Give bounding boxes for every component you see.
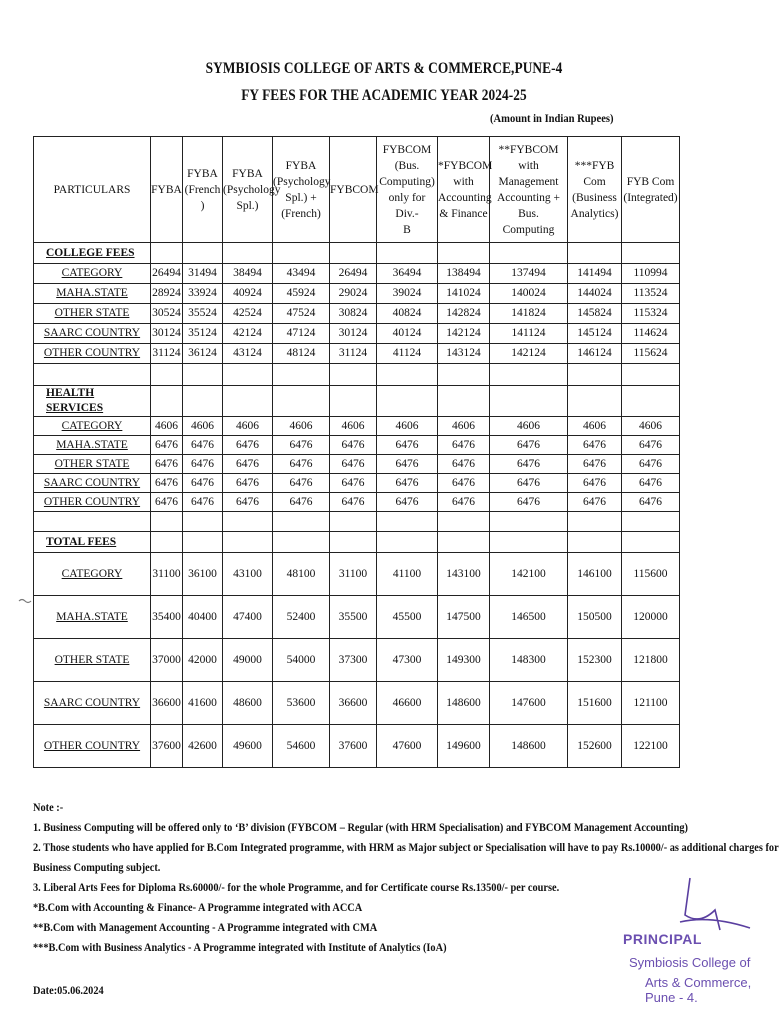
blank-cell: [223, 512, 273, 532]
fee-cell: 143124: [438, 344, 490, 364]
blank-cell: [438, 532, 490, 553]
principal-stamp: [615, 925, 765, 1005]
fee-cell: 151600: [568, 682, 622, 725]
fee-cell: 4606: [622, 417, 680, 436]
table-row: [34, 436, 680, 455]
fee-cell: 6476: [223, 474, 273, 493]
fee-cell: 6476: [490, 455, 568, 474]
fee-cell: 147600: [490, 682, 568, 725]
fee-cell: 6476: [273, 436, 330, 455]
fee-cell: 49600: [223, 725, 273, 768]
blank-cell: [273, 243, 330, 264]
fee-cell: 46600: [377, 682, 438, 725]
header-fyba-french: FYBA (French ): [183, 137, 223, 243]
fee-cell: 48100: [273, 553, 330, 596]
table-row: [34, 455, 680, 474]
blank-cell: [438, 243, 490, 264]
document-title: SYMBIOSIS COLLEGE OF ARTS & COMMERCE,PUNE-4: [205, 60, 563, 77]
fee-cell: 47524: [273, 304, 330, 324]
fee-cell: 41100: [377, 553, 438, 596]
blank-cell: [183, 532, 223, 553]
fee-cell: 145824: [568, 304, 622, 324]
fee-cell: 6476: [183, 436, 223, 455]
header-fybcom-integrated: FYB Com (Integrated): [622, 137, 680, 243]
header-fybcom: FYBCOM: [330, 137, 377, 243]
fee-cell: 142124: [490, 344, 568, 364]
section-label: TOTAL FEES: [34, 532, 151, 553]
fee-cell: 42000: [183, 639, 223, 682]
section-header-total: [34, 532, 680, 553]
blank-cell: [151, 243, 183, 264]
blank-cell: [330, 512, 377, 532]
fee-cell: 6476: [183, 474, 223, 493]
fee-cell: 115600: [622, 553, 680, 596]
blank-cell: [273, 512, 330, 532]
fee-cell: 47124: [273, 324, 330, 344]
fee-cell: 6476: [330, 493, 377, 512]
blank-cell: [34, 364, 151, 386]
fee-cell: 36124: [183, 344, 223, 364]
fee-cell: 6476: [330, 474, 377, 493]
note-1: 1. Business Computing will be offered only to ‘B’ division (FYBCOM – Regular (with HRM Specialisation) and FYBCOM Management Accounting): [33, 822, 688, 834]
fee-cell: 6476: [377, 493, 438, 512]
blank-cell: [273, 532, 330, 553]
fee-cell: 35400: [151, 596, 183, 639]
fee-cell: 40824: [377, 304, 438, 324]
note-3: 3. Liberal Arts Fees for Diploma Rs.60000/- for the whole Programme, and for Certificate course Rs.13500/- per course.: [33, 882, 560, 894]
fee-cell: 6476: [183, 455, 223, 474]
table-row: [34, 264, 680, 284]
table-row: [34, 553, 680, 596]
row-label: CATEGORY: [34, 264, 151, 284]
fee-cell: 115624: [622, 344, 680, 364]
fee-cell: 6476: [223, 436, 273, 455]
blank-cell: [377, 512, 438, 532]
fee-cell: 26494: [330, 264, 377, 284]
fee-cell: 35500: [330, 596, 377, 639]
fee-cell: 45924: [273, 284, 330, 304]
header-fybcom-business-analytics: ***FYB Com (Business Analytics): [568, 137, 622, 243]
fee-cell: 53600: [273, 682, 330, 725]
fee-cell: 4606: [273, 417, 330, 436]
blank-cell: [151, 512, 183, 532]
fee-cell: 148600: [490, 725, 568, 768]
stamp-line-3: Arts & Commerce, Pune - 4.: [645, 975, 752, 1005]
fee-cell: 42600: [183, 725, 223, 768]
fee-cell: 6476: [568, 493, 622, 512]
blank-cell: [183, 364, 223, 386]
fee-cell: 141024: [438, 284, 490, 304]
fee-cell: 6476: [183, 493, 223, 512]
fee-cell: 6476: [151, 455, 183, 474]
row-label: MAHA.STATE: [34, 284, 151, 304]
blank-cell: [377, 243, 438, 264]
fee-cell: 40400: [183, 596, 223, 639]
fee-cell: 146500: [490, 596, 568, 639]
blank-cell: [568, 532, 622, 553]
fee-cell: 6476: [438, 493, 490, 512]
fee-cell: 152300: [568, 639, 622, 682]
fee-cell: 142124: [438, 324, 490, 344]
fee-cell: 36494: [377, 264, 438, 284]
row-label: MAHA.STATE: [34, 596, 151, 639]
fee-cell: 6476: [490, 493, 568, 512]
blank-cell: [183, 243, 223, 264]
blank-cell: [622, 386, 680, 417]
fee-cell: 144024: [568, 284, 622, 304]
fee-cell: 122100: [622, 725, 680, 768]
blank-cell: [223, 386, 273, 417]
fee-cell: 31124: [151, 344, 183, 364]
fee-cell: 137494: [490, 264, 568, 284]
fee-cell: 145124: [568, 324, 622, 344]
fee-cell: 6476: [568, 455, 622, 474]
fee-cell: 37600: [330, 725, 377, 768]
blank-cell: [183, 386, 223, 417]
fee-cell: 41600: [183, 682, 223, 725]
fee-cell: 6476: [622, 455, 680, 474]
fee-cell: 40124: [377, 324, 438, 344]
table-row: [34, 344, 680, 364]
stamp-line-2: Symbiosis College of: [629, 955, 751, 970]
table-row: [34, 596, 680, 639]
header-fyba-psychology: FYBA (Psychology Spl.): [223, 137, 273, 243]
fee-cell: 29024: [330, 284, 377, 304]
fee-cell: 41124: [377, 344, 438, 364]
fee-cell: 30124: [330, 324, 377, 344]
fee-cell: 142100: [490, 553, 568, 596]
document-date: Date:05.06.2024: [33, 985, 104, 997]
acronym-acca: *B.Com with Accounting & Finance- A Programme integrated with ACCA: [33, 902, 363, 914]
fee-cell: 35524: [183, 304, 223, 324]
row-label: OTHER COUNTRY: [34, 344, 151, 364]
blank-row: [34, 512, 680, 532]
fee-cell: 6476: [622, 436, 680, 455]
fee-cell: 37000: [151, 639, 183, 682]
header-fyba-psychology-french: FYBA (Psychology Spl.) + (French): [273, 137, 330, 243]
fee-cell: 4606: [377, 417, 438, 436]
fee-cell: 6476: [568, 474, 622, 493]
fee-cell: 26494: [151, 264, 183, 284]
fee-cell: 6476: [377, 474, 438, 493]
fee-cell: 141494: [568, 264, 622, 284]
fee-cell: 146100: [568, 553, 622, 596]
stamp-line-1: PRINCIPAL: [623, 931, 702, 947]
fee-cell: 142824: [438, 304, 490, 324]
blank-cell: [273, 364, 330, 386]
blank-cell: [490, 386, 568, 417]
document-subtitle: FY FEES FOR THE ACADEMIC YEAR 2024-25: [241, 87, 527, 104]
fee-cell: 141124: [490, 324, 568, 344]
fee-cell: 31124: [330, 344, 377, 364]
table-row: [34, 493, 680, 512]
table-body: [34, 243, 680, 768]
blank-cell: [438, 512, 490, 532]
fee-cell: 28924: [151, 284, 183, 304]
fee-cell: 52400: [273, 596, 330, 639]
blank-cell: [183, 512, 223, 532]
fee-cell: 30124: [151, 324, 183, 344]
header-fybcom-accounting-finance: *FYBCOM with Accounting & Finance: [438, 137, 490, 243]
fee-cell: 36600: [330, 682, 377, 725]
fee-cell: 6476: [438, 436, 490, 455]
blank-cell: [273, 386, 330, 417]
blank-cell: [377, 386, 438, 417]
fee-cell: 149600: [438, 725, 490, 768]
fee-cell: 30524: [151, 304, 183, 324]
table-row: [34, 639, 680, 682]
fee-cell: 31100: [330, 553, 377, 596]
fee-cell: 47300: [377, 639, 438, 682]
header-fybcom-management-accounting: **FYBCOM with Management Accounting + Bus. Computing: [490, 137, 568, 243]
fee-cell: 149300: [438, 639, 490, 682]
fee-cell: 37600: [151, 725, 183, 768]
header-particulars: PARTICULARS: [34, 137, 151, 243]
fee-cell: 6476: [377, 455, 438, 474]
fee-cell: 138494: [438, 264, 490, 284]
row-label: SAARC COUNTRY: [34, 324, 151, 344]
blank-cell: [223, 364, 273, 386]
fee-cell: 45500: [377, 596, 438, 639]
row-label: OTHER STATE: [34, 639, 151, 682]
fee-cell: 6476: [273, 474, 330, 493]
fee-cell: 36600: [151, 682, 183, 725]
blank-cell: [34, 512, 151, 532]
notes-heading: Note :-: [33, 802, 64, 814]
blank-cell: [330, 532, 377, 553]
blank-cell: [223, 532, 273, 553]
fee-cell: 39024: [377, 284, 438, 304]
fee-cell: 47600: [377, 725, 438, 768]
fees-table: [33, 136, 680, 768]
fee-cell: 4606: [568, 417, 622, 436]
fee-cell: 30824: [330, 304, 377, 324]
section-label: COLLEGE FEES: [34, 243, 151, 264]
fee-cell: 143100: [438, 553, 490, 596]
fee-cell: 152600: [568, 725, 622, 768]
fee-cell: 114624: [622, 324, 680, 344]
blank-cell: [330, 243, 377, 264]
fee-cell: 43100: [223, 553, 273, 596]
fee-cell: 6476: [490, 436, 568, 455]
blank-cell: [568, 364, 622, 386]
fee-cell: 4606: [438, 417, 490, 436]
blank-row: [34, 364, 680, 386]
fee-cell: 146124: [568, 344, 622, 364]
acronym-ioa: ***B.Com with Business Analytics - A Programme integrated with Institute of Analytics (IoA): [33, 942, 447, 954]
fee-cell: 6476: [151, 474, 183, 493]
blank-cell: [622, 243, 680, 264]
section-header-college: [34, 243, 680, 264]
fee-cell: 33924: [183, 284, 223, 304]
fee-cell: 31100: [151, 553, 183, 596]
fee-cell: 36100: [183, 553, 223, 596]
fee-cell: 6476: [151, 436, 183, 455]
fee-cell: 4606: [330, 417, 377, 436]
fee-cell: 6476: [622, 474, 680, 493]
fee-cell: 54600: [273, 725, 330, 768]
blank-cell: [568, 243, 622, 264]
fee-cell: 47400: [223, 596, 273, 639]
fee-cell: 115324: [622, 304, 680, 324]
table-row: [34, 324, 680, 344]
blank-cell: [223, 243, 273, 264]
table-row: [34, 284, 680, 304]
fee-cell: 6476: [151, 493, 183, 512]
fee-cell: 140024: [490, 284, 568, 304]
fee-cell: 6476: [330, 436, 377, 455]
fee-cell: 54000: [273, 639, 330, 682]
fee-cell: 6476: [223, 493, 273, 512]
table-header-row: [34, 137, 680, 243]
blank-cell: [330, 364, 377, 386]
fee-cell: 40924: [223, 284, 273, 304]
row-label: CATEGORY: [34, 417, 151, 436]
fee-cell: 147500: [438, 596, 490, 639]
fee-cell: 148300: [490, 639, 568, 682]
table-row: [34, 417, 680, 436]
fee-cell: 121800: [622, 639, 680, 682]
fee-cell: 6476: [490, 474, 568, 493]
row-label: OTHER COUNTRY: [34, 725, 151, 768]
blank-cell: [377, 364, 438, 386]
table-row: [34, 304, 680, 324]
fee-cell: 43124: [223, 344, 273, 364]
fee-cell: 6476: [438, 455, 490, 474]
section-label: HEALTH SERVICES: [34, 386, 151, 417]
fee-cell: 6476: [438, 474, 490, 493]
blank-cell: [438, 386, 490, 417]
fee-cell: 6476: [377, 436, 438, 455]
table-row: [34, 474, 680, 493]
fee-cell: 48124: [273, 344, 330, 364]
blank-cell: [151, 364, 183, 386]
note-2: 2. Those students who have applied for B.Com Integrated programme, with HRM as Major subject or Specialisation will have to pay Rs.10000/- as additional charges for: [33, 842, 779, 854]
fee-cell: 6476: [622, 493, 680, 512]
amount-note: (Amount in Indian Rupees): [490, 111, 614, 125]
fee-cell: 150500: [568, 596, 622, 639]
fee-cell: 6476: [568, 436, 622, 455]
fee-cell: 6476: [273, 493, 330, 512]
blank-cell: [490, 532, 568, 553]
fee-cell: 6476: [273, 455, 330, 474]
blank-cell: [490, 364, 568, 386]
note-2-continued: Business Computing subject.: [33, 862, 161, 874]
row-label: OTHER STATE: [34, 304, 151, 324]
fee-cell: 43494: [273, 264, 330, 284]
margin-mark-icon: [18, 598, 32, 604]
header-fybcom-bus-computing: FYBCOM (Bus. Computing) only for Div.- B: [377, 137, 438, 243]
row-label: CATEGORY: [34, 553, 151, 596]
row-label: OTHER COUNTRY: [34, 493, 151, 512]
fee-cell: 110994: [622, 264, 680, 284]
fee-cell: 121100: [622, 682, 680, 725]
fee-cell: 48600: [223, 682, 273, 725]
fee-cell: 6476: [223, 455, 273, 474]
fee-cell: 37300: [330, 639, 377, 682]
blank-cell: [568, 512, 622, 532]
fee-cell: 120000: [622, 596, 680, 639]
fee-cell: 42124: [223, 324, 273, 344]
row-label: MAHA.STATE: [34, 436, 151, 455]
fee-cell: 42524: [223, 304, 273, 324]
section-header-health: [34, 386, 680, 417]
blank-cell: [490, 512, 568, 532]
acronym-cma: **B.Com with Management Accounting - A Programme integrated with CMA: [33, 922, 378, 934]
header-fyba: FYBA: [151, 137, 183, 243]
fee-cell: 141824: [490, 304, 568, 324]
row-label: OTHER STATE: [34, 455, 151, 474]
fee-cell: 4606: [223, 417, 273, 436]
table-row: [34, 725, 680, 768]
fee-cell: 4606: [151, 417, 183, 436]
blank-cell: [622, 532, 680, 553]
fee-cell: 4606: [490, 417, 568, 436]
blank-cell: [438, 364, 490, 386]
fee-cell: 49000: [223, 639, 273, 682]
fee-cell: 4606: [183, 417, 223, 436]
blank-cell: [151, 532, 183, 553]
blank-cell: [377, 532, 438, 553]
fee-cell: 31494: [183, 264, 223, 284]
fee-cell: 6476: [330, 455, 377, 474]
row-label: SAARC COUNTRY: [34, 474, 151, 493]
fee-cell: 148600: [438, 682, 490, 725]
fee-cell: 38494: [223, 264, 273, 284]
blank-cell: [490, 243, 568, 264]
blank-cell: [568, 386, 622, 417]
blank-cell: [622, 512, 680, 532]
table-row: [34, 682, 680, 725]
blank-cell: [622, 364, 680, 386]
fee-cell: 35124: [183, 324, 223, 344]
blank-cell: [330, 386, 377, 417]
fee-cell: 113524: [622, 284, 680, 304]
row-label: SAARC COUNTRY: [34, 682, 151, 725]
blank-cell: [151, 386, 183, 417]
